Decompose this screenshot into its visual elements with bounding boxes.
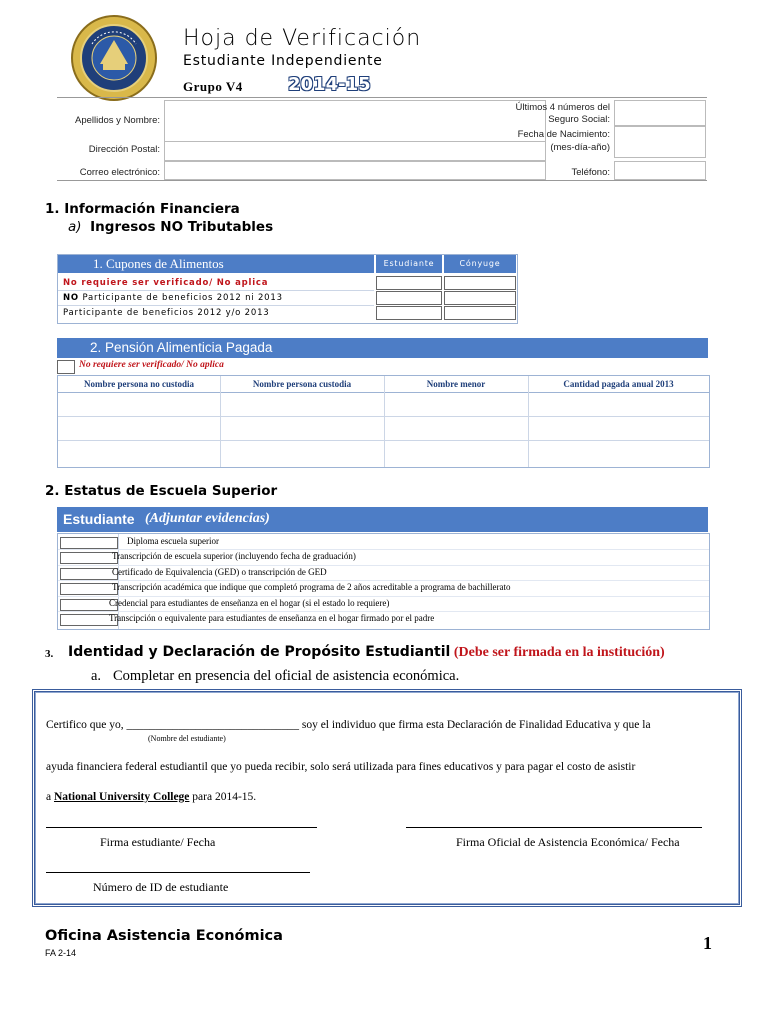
child-support-title: 2. Pensión Alimenticia Pagada [90, 340, 273, 355]
doc-item-6: Transcipción o equivalente para estudiantes de enseñanza en el hogar firmado por el padre [109, 613, 435, 623]
phone-label: Teléfono: [571, 167, 610, 178]
spouse-checkbox-row2[interactable] [444, 291, 516, 305]
student-checkbox-row3[interactable] [376, 306, 442, 320]
child-support-not-required: No requiere ser verificado/ No aplica [79, 360, 224, 370]
doc-item-4: Transcripción académica que indique que completó programa de 2 años acreditable a programa de bachillerato [112, 582, 511, 592]
col-noncustodial: Nombre persona no custodia [83, 379, 195, 389]
student-signature-label: Firma estudiante/ Fecha [100, 835, 216, 849]
group-label: Grupo V4 [183, 79, 243, 94]
student-checkbox-row1[interactable] [376, 276, 442, 290]
official-signature-line[interactable] [406, 827, 702, 828]
col-amount: Cantidad pagada anual 2013 [563, 379, 674, 389]
food-stamps-title-bar [58, 255, 374, 273]
col-minor: Nombre menor [426, 379, 486, 389]
child-support-title-bar [57, 338, 708, 358]
academic-year: 2014-15 [288, 74, 371, 95]
student-info-table [57, 97, 707, 181]
phone-field[interactable] [614, 161, 706, 180]
section2-heading: 2. Estatus de Escuela Superior [45, 483, 278, 499]
ssn-label-line2: Seguro Social: [548, 114, 610, 125]
row2-rest: Participante de beneficios 2012 ni 2013 [78, 293, 283, 303]
cert-line3 [46, 791, 256, 803]
doc-item-3: Certificado de Equivalencia (GED) o transcripción de GED [112, 567, 327, 577]
official-signature-label: Firma Oficial de Asistencia Económica/ Fecha [456, 835, 680, 849]
page-subtitle: Estudiante Independiente [183, 53, 383, 69]
section3-heading-line [68, 644, 665, 661]
section3-number: 3. [45, 648, 54, 660]
student-id-line[interactable] [46, 872, 310, 873]
cert-line2: ayuda financiera federal estudiantil que yo pueda recibir, solo será utilizada para fines educativos y para pagar el costo de asistir [46, 761, 636, 773]
cert-line3-a: a [46, 791, 54, 803]
dob-field[interactable] [614, 126, 706, 158]
subheading-letter: a) [68, 219, 82, 235]
food-stamps-row1: No requiere ser verificado/ No aplica [63, 278, 269, 288]
ssn-field[interactable] [614, 100, 706, 126]
checkbox-academic-transcript[interactable] [60, 583, 118, 595]
footer-form-code: FA 2-14 [45, 948, 77, 958]
dob-label-line2: (mes-día-año) [550, 142, 610, 153]
child-support-not-required-checkbox[interactable] [57, 360, 75, 374]
student-signature-line[interactable] [46, 827, 317, 828]
section3-heading-red: (Debe ser firmada en la institución) [453, 645, 665, 660]
checkbox-hs-transcript[interactable] [60, 552, 118, 564]
section1-subheading [68, 219, 273, 235]
row2-bold: NO [63, 293, 79, 303]
food-stamps-row2 [63, 293, 283, 303]
cert-line3-b: para 2014-15. [189, 791, 257, 803]
section1-heading: 1. Información Financiera [45, 201, 240, 217]
spouse-checkbox-row1[interactable] [444, 276, 516, 290]
checkbox-diploma[interactable] [60, 537, 118, 549]
section2-bar-label: Estudiante [63, 511, 135, 527]
footer-office: Oficina Asistencia Económica [45, 928, 283, 944]
section2-list [57, 533, 710, 630]
col-spouse: Cónyuge [444, 255, 516, 273]
food-stamps-table [57, 254, 518, 324]
dob-label-line1: Fecha de Nacimiento: [517, 129, 610, 140]
section2-bar-note: (Adjuntar evidencias) [145, 511, 270, 526]
child-support-cell[interactable] [59, 393, 219, 415]
cert-line1: Certifico que yo, ______________________________ soy el individuo que firma esta Declaración de Finalidad Educativa y que la [46, 719, 651, 731]
section3-item-text: Completar en presencia del oficial de asistencia económica. [113, 668, 460, 684]
college-name: National University College [53, 791, 190, 803]
certification-box [32, 689, 742, 907]
page-number: 1 [703, 933, 712, 953]
section3-item-letter: a. [91, 668, 102, 684]
spouse-checkbox-row3[interactable] [444, 306, 516, 320]
col-student: Estudiante [376, 255, 442, 273]
student-id-label: Número de ID de estudiante [93, 880, 229, 894]
child-support-table [57, 375, 710, 468]
doc-item-2: Transcripción de escuela superior (incluyendo fecha de graduación) [112, 551, 356, 561]
doc-item-1: Diploma escuela superior [127, 536, 219, 546]
page-title: Hoja de Verificación [183, 26, 422, 51]
section2-bar [57, 507, 708, 532]
checkbox-ged[interactable] [60, 568, 118, 580]
section3-heading: Identidad y Declaración de Propósito Estudiantil [68, 644, 451, 660]
email-label: Correo electrónico: [79, 167, 160, 178]
cert-name-caption: (Nombre del estudiante) [148, 734, 226, 743]
ssn-label-line1: Últimos 4 números del [515, 102, 610, 113]
subheading-text: Ingresos NO Tributables [90, 219, 274, 235]
name-label: Apellidos y Nombre: [74, 115, 160, 126]
food-stamps-row3: Participante de beneficios 2012 y/o 2013 [63, 308, 270, 318]
food-stamps-title: 1. Cupones de Alimentos [93, 256, 224, 271]
col-custodial: Nombre persona custodia [252, 379, 352, 389]
address-label: Dirección Postal: [88, 144, 160, 155]
doc-item-5: Credencial para estudiantes de enseñanza en el hogar (si el estado lo requiere) [109, 598, 390, 608]
student-checkbox-row2[interactable] [376, 291, 442, 305]
national-university-seal-logo [70, 14, 158, 102]
